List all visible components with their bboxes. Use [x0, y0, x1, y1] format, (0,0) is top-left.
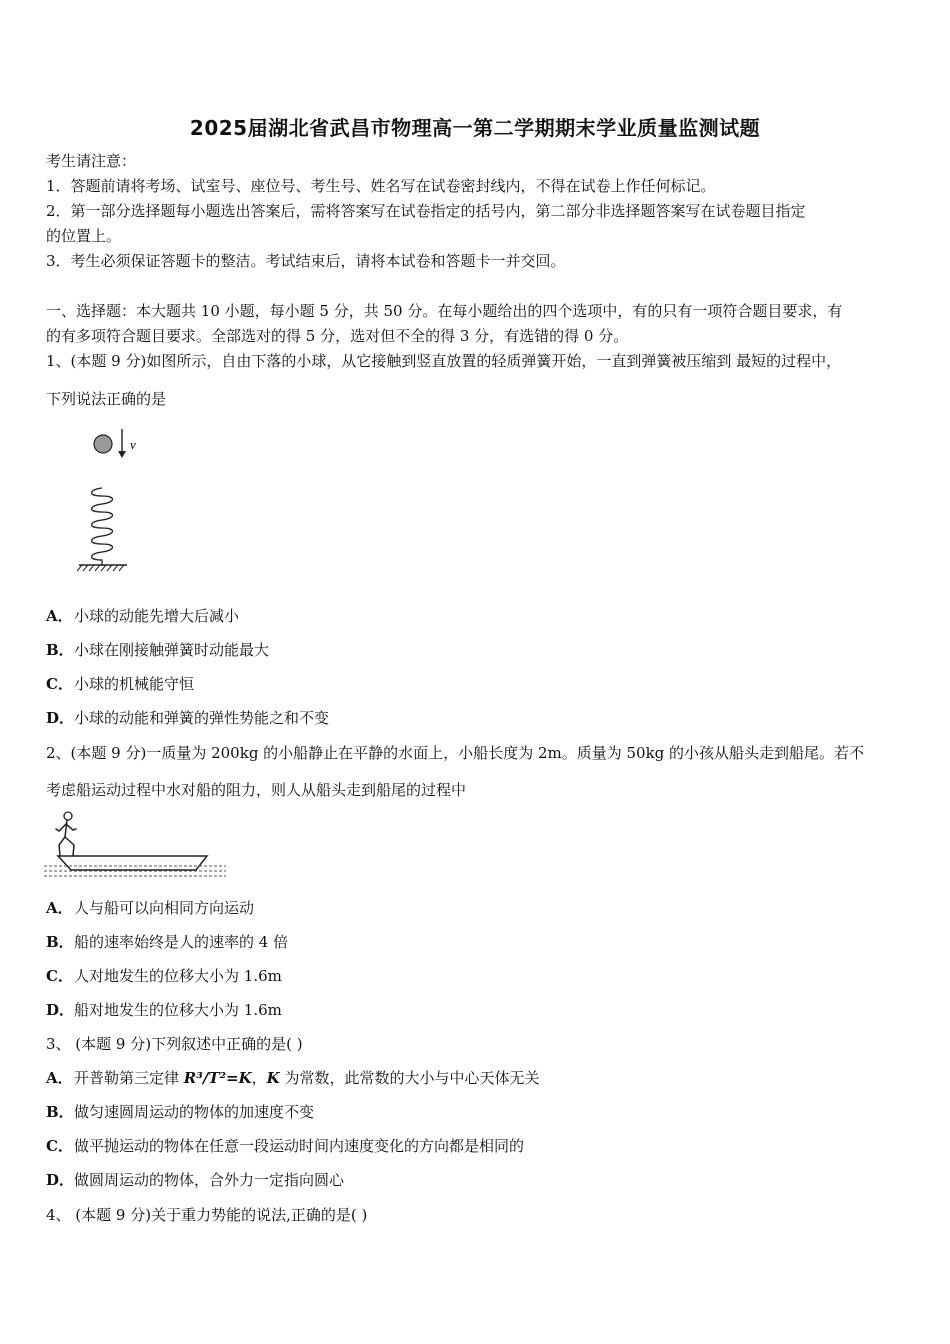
question-1-option-d[interactable]: D．小球的动能和弹簧的弹性势能之和不变	[46, 709, 330, 727]
spring-icon	[92, 488, 113, 566]
question-2-option-a[interactable]: A．人与船可以向相同方向运动	[46, 899, 255, 917]
page-title: 2025届湖北省武昌市物理高一第二学期期末学业质量监测试题	[189, 116, 761, 140]
question-1-stem: 下列说法正确的是	[46, 390, 167, 408]
question-2-option-b[interactable]: B．船的速率始终是人的速率的 4 倍	[46, 933, 289, 951]
person-icon	[56, 820, 76, 856]
notice-item: 3．考生必须保证答题卡的整洁。考试结束后，请将本试卷和答题卡一并交回。	[46, 252, 566, 270]
question-1-stem: 1、(本题 9 分)如图所示，自由下落的小球，从它接触到竖直放置的轻质弹簧开始，一直到弹簧被压缩到 最短的过程中，	[46, 352, 842, 370]
question-3-option-d[interactable]: D．做圆周运动的物体，合外力一定指向圆心	[46, 1171, 345, 1189]
section-instructions: 的有多项符合题目要求。全部选对的得 5 分，选对但不全的得 3 分，有选错的得 0 分。	[46, 327, 629, 345]
notice-item: 的位置上。	[46, 227, 122, 245]
ball-icon	[94, 435, 112, 453]
question-2-stem: 2、(本题 9 分)一质量为 200kg 的小船静止在平静的水面上，小船长度为 2m。质量为 50kg 的小孩从船头走到船尾。若不	[46, 744, 865, 762]
kepler-formula: R³/T²=K	[183, 1069, 252, 1087]
boat-person-figure	[44, 810, 229, 882]
question-3-option-c[interactable]: C．做平抛运动的物体在任意一段运动时间内速度变化的方向都是相同的	[46, 1137, 525, 1155]
question-4-stem: 4、 (本题 9 分)关于重力势能的说法,正确的是( )	[46, 1206, 368, 1224]
notice-item: 2．第一部分选择题每小题选出答案后，需将答案写在试卷指定的括号内，第二部分非选择题答案写在试卷题目指定	[46, 202, 806, 220]
question-1-option-b[interactable]: B．小球在刚接触弹簧时动能最大	[46, 641, 270, 659]
question-2-option-d[interactable]: D．船对地发生的位移大小为 1.6m	[46, 1001, 282, 1019]
section-instructions: 一、选择题：本大题共 10 小题，每小题 5 分，共 50 分。在每小题给出的四个选项中，有的只有一项符合题目要求，有	[46, 302, 843, 320]
question-1-option-c[interactable]: C．小球的机械能守恒	[46, 675, 195, 693]
falling-ball-spring-figure	[76, 425, 146, 575]
question-3-option-b[interactable]: B．做匀速圆周运动的物体的加速度不变	[46, 1103, 315, 1121]
question-1-option-a[interactable]: A．小球的动能先增大后减小	[46, 607, 240, 625]
person-head-icon	[64, 812, 72, 820]
question-3-option-a[interactable]: A．开普勒第三定律 R³/T²=K，K 为常数，此常数的大小与中心天体无关	[46, 1069, 540, 1087]
velocity-label: v	[130, 437, 136, 452]
notice-item: 1．答题前请将考场、试室号、座位号、考生号、姓名写在试卷密封线内，不得在试卷上作任何标记。	[46, 177, 716, 195]
question-2-stem: 考虑船运动过程中水对船的阻力，则人从船头走到船尾的过程中	[46, 781, 467, 799]
question-2-option-c[interactable]: C．人对地发生的位移大小为 1.6m	[46, 967, 282, 985]
question-3-stem: 3、 (本题 9 分)下列叙述中正确的是( )	[46, 1035, 303, 1053]
notice-heading: 考生请注意：	[46, 152, 137, 170]
boat-icon	[58, 856, 207, 870]
